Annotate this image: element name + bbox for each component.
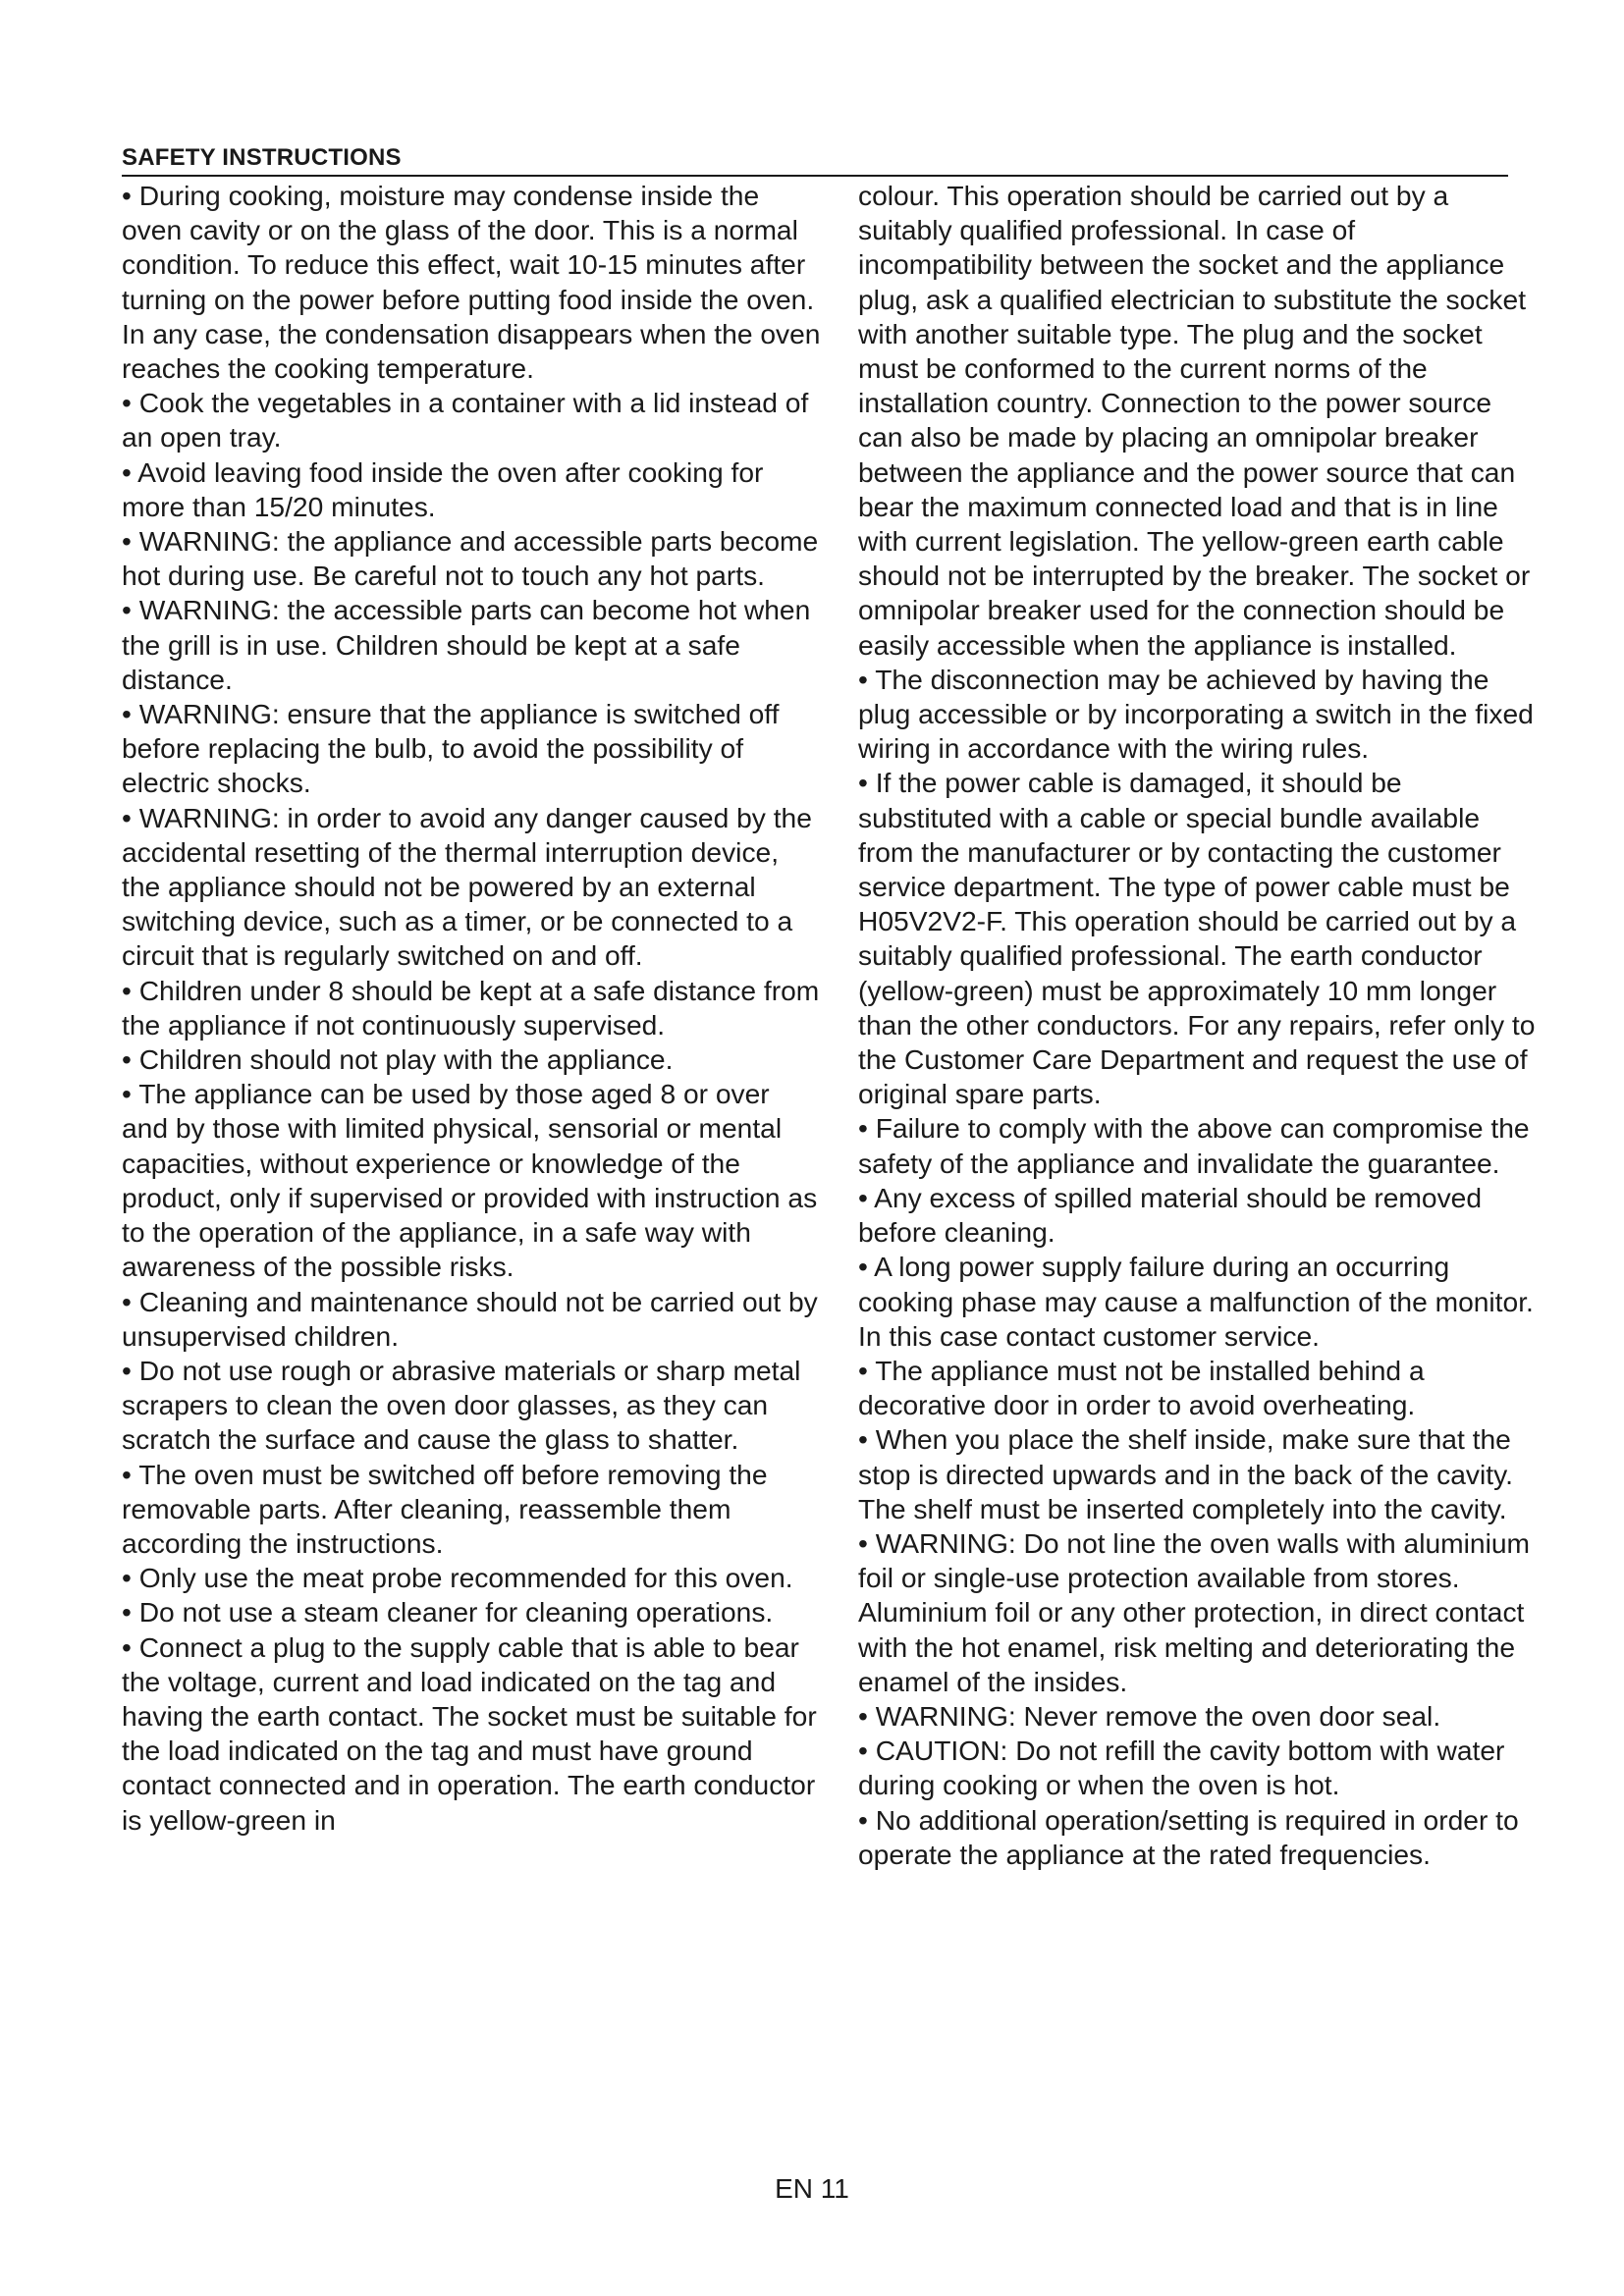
safety-item: • WARNING: Never remove the oven door seal. [858,1699,1441,1732]
safety-item: • Children should not play with the appliance. [122,1043,674,1076]
safety-item: • The appliance must not be installed behind a decorative door in order to avoid overheating. [858,1354,1425,1421]
safety-item: • WARNING: Do not line the oven walls with aluminium foil or single-use protection available from stores. Aluminium foil or any other protection, in direct contact with the hot enamel, risk melting and deteriorating the enamel of the insides. [858,1526,1531,1697]
safety-item: • Only use the meat probe recommended for this oven. [122,1562,793,1594]
safety-item: • Failure to comply with the above can compromise the safety of the appliance and invalidate the guarantee. [858,1112,1530,1179]
safety-item: • WARNING: the accessible parts can become hot when the grill is in use. Children should be kept at a safe distance. [122,594,811,695]
safety-item: • Avoid leaving food inside the oven after cooking for more than 15/20 minutes. [122,455,764,522]
right-column [858,179,1536,1872]
safety-item: • WARNING: in order to avoid any danger caused by the accidental resetting of the thermal interruption device, the appliance should not be powered by an external switching device, such as a timer, or be connected to a circuit that is regularly switched on and off. [122,801,812,972]
safety-item: • Connect a plug to the supply cable that is able to bear the voltage, current and load indicated on the tag and having the earth contact. The socket must be suitable for the load indicated on the tag and must have ground contact connected and in operation. The earth conductor is yellow-green in [122,1630,817,1836]
page-number: EN 11 [775,2173,849,2204]
safety-item: • Do not use rough or abrasive materials or sharp metal scrapers to clean the oven door glasses, as they can scratch the surface and cause the glass to shatter. [122,1354,801,1456]
safety-item: • WARNING: ensure that the appliance is switched off before replacing the bulb, to avoid the possibility of electric shocks. [122,698,780,799]
safety-item: • Do not use a steam cleaner for cleaning operations. [122,1596,774,1629]
heading-underline [122,175,1508,177]
safety-item: • WARNING: the appliance and accessible parts become hot during use. Be careful not to touch any hot parts. [122,525,819,592]
safety-item: • The appliance can be used by those aged 8 or over and by those with limited physical, sensorial or mental capacities, without experience or knowledge of the product, only if supervised or provided with instruction as to the operation of the appliance, in a safe way with awareness of the possible risks. [122,1078,818,1283]
safety-item: • The oven must be switched off before removing the removable parts. After cleaning, reassemble them according the instructions. [122,1458,768,1559]
safety-item: • If the power cable is damaged, it should be substituted with a cable or special bundle available from the manufacturer or by contacting the customer service department. The type of power cable must be H05V2V2-F. This operation should be carried out by a suitably qualified professional. The earth conductor (yellow-green) must be approximately 10 mm longer than the other conductors. For any repairs, refer only to the Customer Care Department and request the use of original spare parts. [858,767,1536,1110]
safety-item: • During cooking, moisture may condense inside the oven cavity or on the glass of the door. This is a normal condition. To reduce this effect, wait 10-15 minutes after turning on the power before putting food inside the oven. In any case, the condensation disappears when the oven reaches the cooking temperature. [122,180,821,385]
safety-item: • Any excess of spilled material should be removed before cleaning. [858,1181,1483,1249]
safety-item: • Cook the vegetables in a container with a lid instead of an open tray. [122,387,809,454]
left-column [122,179,821,1838]
safety-item: colour. This operation should be carried out by a suitably qualified professional. In case of incompatibility between the socket and the appliance plug, ask a qualified electrician to substitute the socket with another suitable type. The plug and the socket must be conformed to the current norms of the installation country. Connection to the power source can also be made by placing an omnipolar breaker between the appliance and the power source that can bear the maximum connected load and that is in line with current legislation. The yellow-green earth cable should not be interrupted by the breaker. The socket or omnipolar breaker used for the connection should be easily accessible when the appliance is installed. [858,180,1531,661]
safety-item: • A long power supply failure during an occurring cooking phase may cause a malfunction of the monitor. In this case contact customer service. [858,1251,1534,1352]
safety-item: • Children under 8 should be kept at a safe distance from the appliance if not continuously supervised. [122,974,820,1041]
safety-item: • When you place the shelf inside, make sure that the stop is directed upwards and in the back of the cavity. The shelf must be inserted completely into the cavity. [858,1423,1513,1524]
safety-item: • No additional operation/setting is required in order to operate the appliance at the rated frequencies. [858,1803,1519,1870]
safety-item: • CAUTION: Do not refill the cavity bottom with water during cooking or when the oven is hot. [858,1735,1505,1801]
section-heading: SAFETY INSTRUCTIONS [122,144,402,171]
safety-item: • Cleaning and maintenance should not be carried out by unsupervised children. [122,1285,818,1352]
safety-item: • The disconnection may be achieved by having the plug accessible or by incorporating a switch in the fixed wiring in accordance with the wiring rules. [858,663,1534,765]
